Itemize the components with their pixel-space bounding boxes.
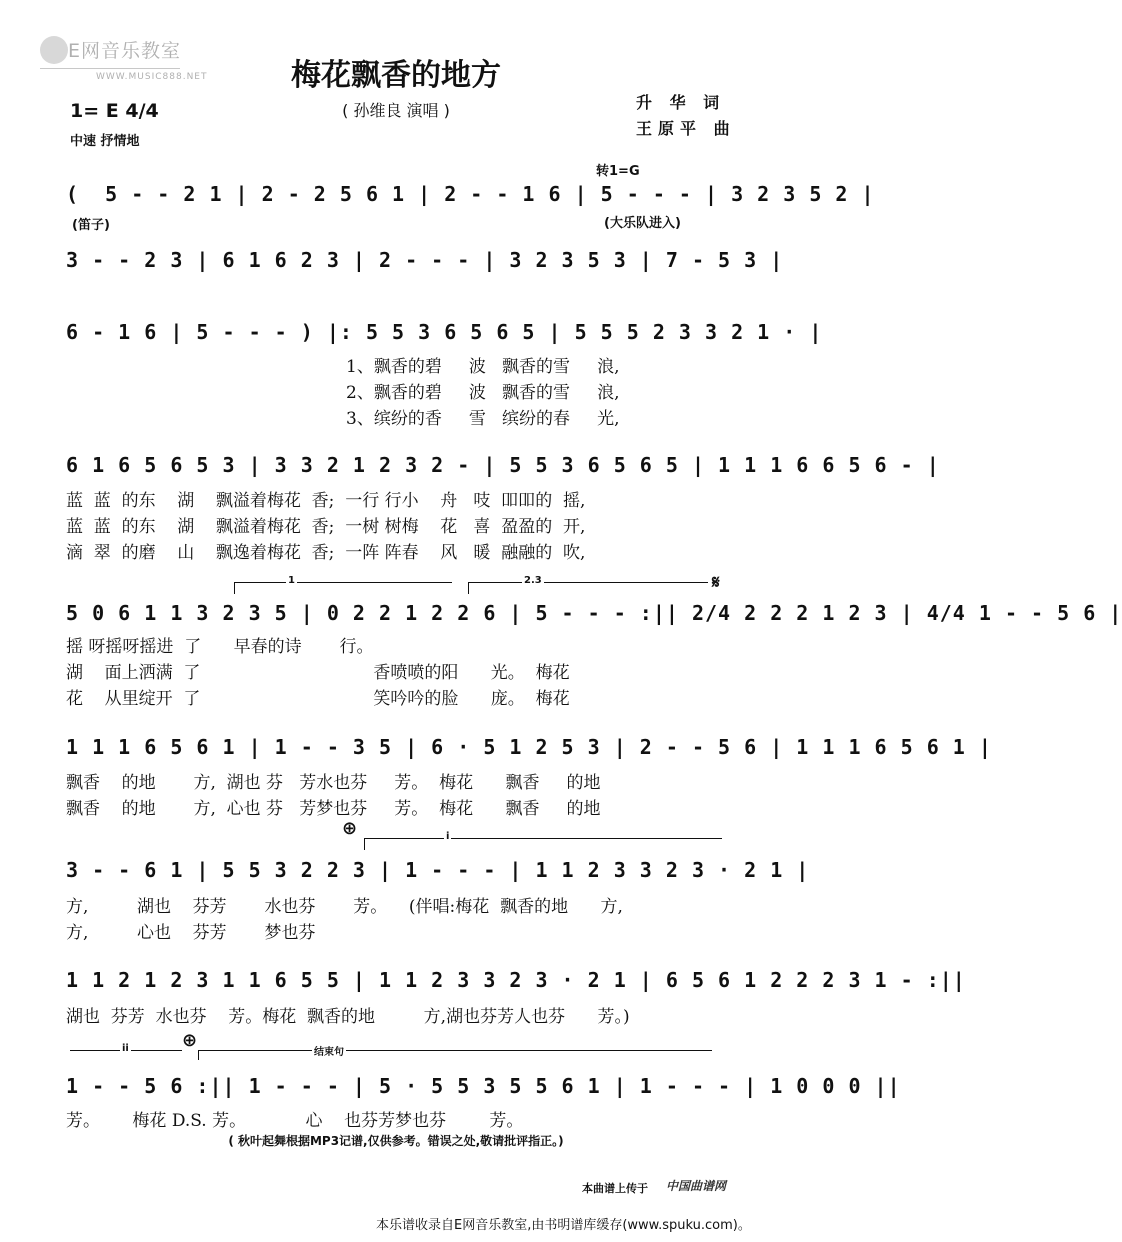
lyric-line: 滴 翠 的磨 山 飘逸着梅花 香; 一阵 阵春 风 暖 融融的 吹,	[66, 543, 586, 563]
volta-label-ii: ii	[122, 1043, 129, 1054]
ending-label: 结束句	[312, 1043, 346, 1058]
score-row-6: 1 1 1 6 5 6 1 | 1 - - 3 5 | 6 · 5 1 2 5 3 | 2 - - 5 6 | 1 1 1 6 5 6 1 |	[66, 735, 992, 759]
score-row-7: 3 - - 6 1 | 5 5 3 2 2 3 | 1 - - - | 1 1 2 3 3 2 3 · 2 1 |	[66, 858, 810, 882]
volta-label-i: i	[446, 831, 450, 842]
band-entry-marking: (大乐队进入)	[604, 216, 681, 231]
upload-text: 本曲谱上传于	[582, 1182, 648, 1195]
watermark-url: WWW.MUSIC888.NET	[96, 72, 208, 82]
score-row-4: 6 1 6 5 6 5 3 | 3 3 2 1 2 3 2 - | 5 5 3 6 5 6 5 | 1 1 1 6 6 5 6 - |	[66, 453, 940, 477]
lyric-line: 湖也 芬芳 水也芬 芳。梅花 飘香的地 方,湖也芬芳人也芬 芳。)	[66, 1007, 630, 1027]
coda-sign: ⊕	[182, 1030, 198, 1051]
lyric-line: 1、飘香的碧 波 飘香的雪 浪,	[346, 357, 620, 377]
song-performer: ( 孙维良 演唱 )	[342, 101, 450, 120]
lyric-line: 摇 呀摇呀摇进 了 早春的诗 行。	[66, 637, 374, 657]
lyric-line: 飘香 的地 方, 湖也 芬 芳水也芬 芳。 梅花 飘香 的地	[66, 773, 601, 793]
key-signature: 1= E 4/4	[70, 100, 159, 122]
lyric-line: 飘香 的地 方, 心也 芬 芳梦也芬 芳。 梅花 飘香 的地	[66, 799, 601, 819]
score-row-9: 1 - - 5 6 :|| 1 - - - | 5 · 5 5 3 5 5 6 1 | 1 - - - | 1 0 0 0 ||	[66, 1074, 901, 1098]
lyric-line: 蓝 蓝 的东 湖 飘溢着梅花 香; 一树 树梅 花 喜 盈盈的 开,	[66, 517, 586, 537]
ending-bracket	[198, 1050, 712, 1051]
volta-label-23: 2.3	[524, 575, 542, 586]
volta-bracket-23-edge	[468, 582, 469, 594]
score-row-8: 1 1 2 1 2 3 1 1 6 5 5 | 1 1 2 3 3 2 3 · 2 1 | 6 5 6 1 2 2 2 3 1 - :||	[66, 968, 966, 992]
volta-bracket-i-edge	[364, 838, 365, 850]
song-title: 梅花飘香的地方	[291, 58, 501, 93]
segno-sign: 𝄋	[712, 572, 720, 593]
lyric-line: 花 从里绽开 了 笑吟吟的脸 庞。 梅花	[66, 689, 570, 709]
lyric-line: 方, 心也 芬芳 梦也芬	[66, 923, 316, 943]
score-row-3: 6 - 1 6 | 5 - - - ) |: 5 5 3 6 5 6 5 | 5 5 5 2 3 3 2 1 · |	[66, 320, 823, 344]
source-attribution: 本乐谱收录自E网音乐教室,由书明谱库缓存(www.spuku.com)。	[376, 1218, 751, 1233]
lyric-line: 2、飘香的碧 波 飘香的雪 浪,	[346, 383, 620, 403]
watermark-name: E网音乐教室	[68, 40, 182, 62]
volta-bracket-23	[468, 582, 708, 583]
lyric-line: 湖 面上洒满 了 香喷喷的阳 光。 梅花	[66, 663, 570, 683]
score-row-5: 5 0 6 1 1 3 2 3 5 | 0 2 2 1 2 2 6 | 5 - - - :|| 2/4 2 2 2 1 2 3 | 4/4 1 - - 5 6 |	[66, 601, 1122, 625]
transcription-note: ( 秋叶起舞根据MP3记谱,仅供参考。错误之处,敬请批评指正。)	[228, 1134, 564, 1148]
score-row-1: ( 5 - - 2 1 | 2 - 2 5 6 1 | 2 - - 1 6 | 5 - - - | 3 2 3 5 2 |	[66, 182, 875, 206]
upload-site-logo: 中国曲谱网	[666, 1179, 727, 1193]
ending-bracket-edge	[198, 1050, 199, 1060]
tempo-marking: 中速 抒情地	[70, 134, 140, 149]
volta-bracket-1	[234, 582, 452, 583]
volta-bracket-1-edge	[234, 582, 235, 594]
lyricist-credit: 升 华 词	[636, 93, 726, 112]
coda-sign: ⊕	[342, 818, 358, 839]
volta-bracket-i	[364, 838, 722, 839]
composer-credit: 王原平 曲	[636, 119, 736, 138]
score-row-2: 3 - - 2 3 | 6 1 6 2 3 | 2 - - - | 3 2 3 5 3 | 7 - 5 3 |	[66, 248, 784, 272]
lyric-line: 3、缤纷的香 雪 缤纷的春 光,	[346, 409, 620, 429]
flute-marking: (笛子)	[72, 218, 110, 233]
lyric-line: 方, 湖也 芬芳 水也芬 芳。 (伴唱:梅花 飘香的地 方,	[66, 897, 623, 917]
lyric-line: 芳。 梅花 D.S. 芳。 心 也芬芳梦也芬 芳。	[66, 1111, 524, 1131]
volta-label-1: 1	[288, 575, 295, 586]
lyric-line: 蓝 蓝 的东 湖 飘溢着梅花 香; 一行 行小 舟 吱 吅吅的 摇,	[66, 491, 586, 511]
modulation-marking: 转1=G	[596, 164, 640, 179]
